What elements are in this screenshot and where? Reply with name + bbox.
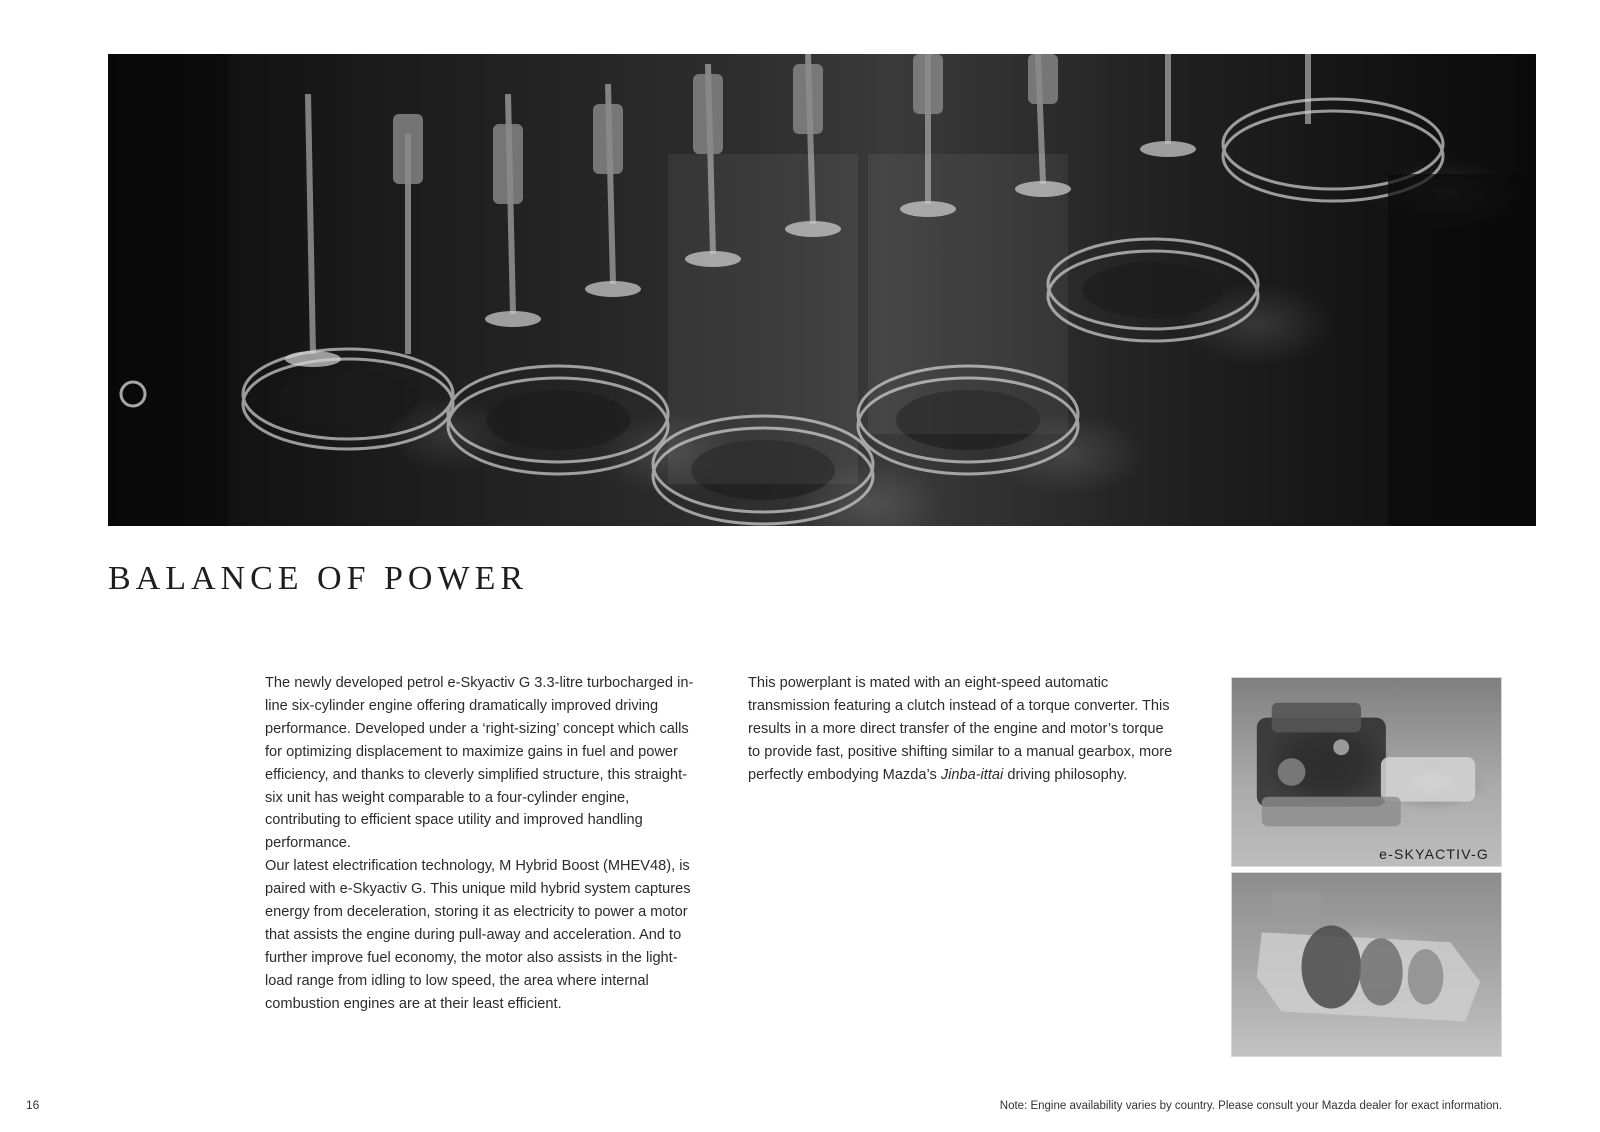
engine-image — [1231, 677, 1502, 867]
engine-caption: e-SKYACTIV-G — [1379, 846, 1489, 862]
footnote: Note: Engine availability varies by country. Please consult your Mazda dealer for exact information. — [999, 1100, 1502, 1112]
body-text-left — [265, 672, 695, 1016]
transmission-illustration — [1232, 873, 1501, 1056]
paragraph-transmission — [748, 672, 1178, 787]
paragraph-transmission-end: driving philosophy. — [1003, 766, 1128, 783]
page-number: 16 — [26, 1098, 40, 1112]
engine-pistons-illustration — [108, 54, 1536, 526]
jinba-ittai-term: Jinba-ittai — [940, 766, 1004, 783]
transmission-image — [1231, 872, 1502, 1057]
paragraph-hybrid: Our latest electrification technology, M Hybrid Boost (MHEV48), is paired with e-Skyactiv G. This unique mild hybrid system captures energy from deceleration, storing it as electricity to power a motor that assists the engine during pull-away and acceleration. And to further improve fuel economy, the motor also assists in the light-load range from idling to low speed, the area where internal combustion engines are at their least efficient. — [265, 858, 691, 1012]
engine-illustration — [1232, 678, 1501, 866]
page-title: BALANCE OF POWER — [108, 560, 529, 597]
hero-engine-image — [108, 54, 1536, 526]
body-text-right — [748, 672, 1178, 787]
paragraph-transmission-text: This powerplant is mated with an eight-speed automatic transmission featuring a clutch instead of a torque converter. This results in a more direct transfer of the engine and motor’s torque to provide fast, positive shifting similar to a manual gearbox, more perfectly embodying Mazda’s — [748, 675, 1173, 783]
paragraph-engine: The newly developed petrol e-Skyactiv G 3.3-litre turbocharged in-line six-cylinder engine offering dramatically improved driving performance. Developed under a ‘right-sizing’ concept which calls for optimizing displacement to maximize gains in fuel and power efficiency, and thanks to cleverly simplified structure, this straight-six unit has weight comparable to a four-cylinder engine, contributing to efficient space utility and improved handling performance. — [265, 675, 694, 852]
